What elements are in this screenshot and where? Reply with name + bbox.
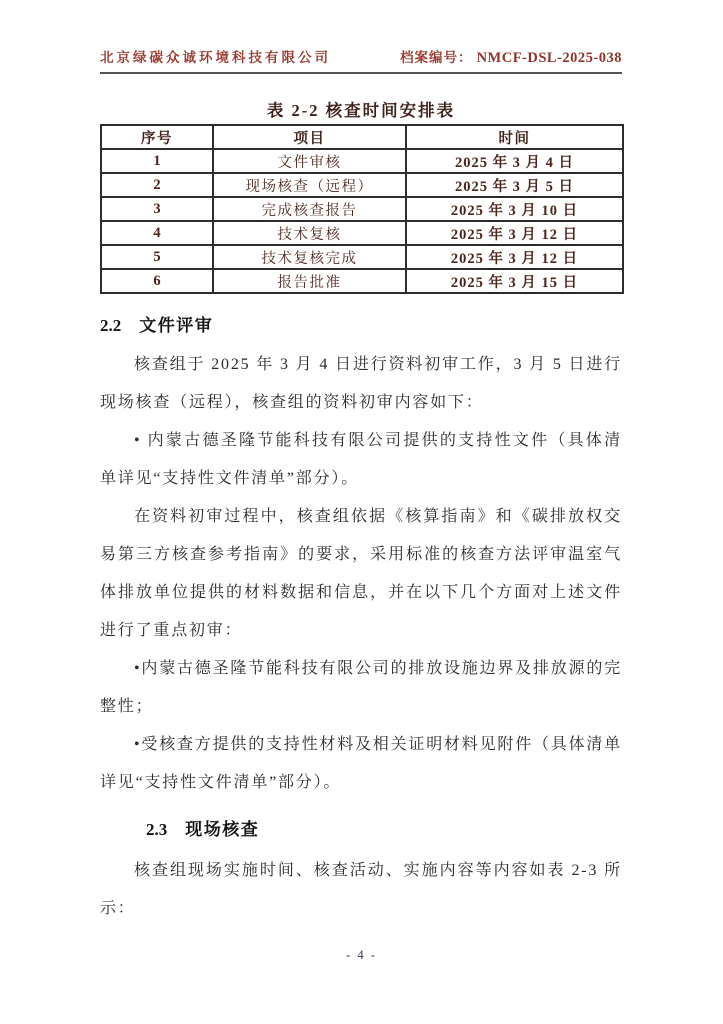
- section-number: 2.2: [100, 316, 122, 335]
- table-header-row: [101, 125, 623, 149]
- document-body: [100, 312, 622, 928]
- paragraph-initial-review: 核查组于 2025 年 3 月 4 日进行资料初审工作，3 月 5 日进行现场核查（远程），核查组的资料初审内容如下：: [100, 356, 622, 411]
- cell-item: 技术复核完成: [213, 245, 406, 269]
- cell-time: 2025 年 3 月 12 日: [406, 245, 623, 269]
- cell-item: 现场核查（远程）: [213, 173, 406, 197]
- cell-time: 2025 年 3 月 12 日: [406, 221, 623, 245]
- header-divider: [100, 72, 622, 74]
- cell-seq: 3: [101, 197, 213, 221]
- table-row: [101, 245, 623, 269]
- section-heading-2-3: [146, 816, 622, 844]
- cell-item: 文件审核: [213, 149, 406, 173]
- col-header-item: 项目: [213, 125, 406, 149]
- table-row: [101, 149, 623, 173]
- table-row: [101, 197, 623, 221]
- col-header-seq: 序号: [101, 125, 213, 149]
- cell-time: 2025 年 3 月 4 日: [406, 149, 623, 173]
- table-row: [101, 221, 623, 245]
- paragraph-review-method: 在资料初审过程中，核查组依据《核算指南》和《碳排放权交易第三方核查参考指南》的要求，采用标准的核查方法评审温室气体排放单位提供的材料数据和信息，并在以下几个方面对上述文件进行了重点初审：: [100, 508, 622, 639]
- table-row: [101, 269, 623, 293]
- bullet-supporting-documents: • 内蒙古德圣隆节能科技有限公司提供的支持性文件（具体清单详见“支持性文件清单”部分）。: [100, 432, 622, 487]
- table-caption: 表 2-2 核查时间安排表: [266, 101, 456, 120]
- cell-time: 2025 年 3 月 5 日: [406, 173, 623, 197]
- section-number: 2.3: [146, 820, 168, 839]
- cell-seq: 2: [101, 173, 213, 197]
- cell-time: 2025 年 3 月 10 日: [406, 197, 623, 221]
- table-row: [101, 173, 623, 197]
- cell-seq: 5: [101, 245, 213, 269]
- cell-item: 技术复核: [213, 221, 406, 245]
- schedule-table: [100, 124, 624, 294]
- section-title: 文件评审: [139, 316, 214, 335]
- page-header: [100, 46, 622, 67]
- bullet-evidence-materials: •受核查方提供的支持性材料及相关证明材料见附件（具体清单详见“支持性文件清单”部分）。: [100, 736, 623, 791]
- cell-seq: 4: [101, 221, 213, 245]
- paragraph-onsite-intro: 核查组现场实施时间、核查活动、实施内容等内容如表 2-3 所示：: [100, 862, 622, 917]
- archive-label: 档案编号：: [400, 50, 473, 65]
- cell-seq: 6: [101, 269, 213, 293]
- section-heading-2-2: [100, 312, 622, 340]
- cell-item: 完成核查报告: [213, 197, 406, 221]
- bullet-boundary-completeness: •内蒙古德圣隆节能科技有限公司的排放设施边界及排放源的完整性；: [100, 660, 623, 715]
- cell-item: 报告批准: [213, 269, 406, 293]
- archive-number-group: [400, 46, 622, 67]
- company-name: 北京绿碳众诚环境科技有限公司: [100, 50, 331, 65]
- page-number: - 4 -: [346, 948, 377, 962]
- section-title: 现场核查: [185, 820, 260, 839]
- cell-time: 2025 年 3 月 15 日: [406, 269, 623, 293]
- col-header-time: 时间: [406, 125, 623, 149]
- cell-seq: 1: [101, 149, 213, 173]
- archive-number: NMCF-DSL-2025-038: [476, 50, 622, 66]
